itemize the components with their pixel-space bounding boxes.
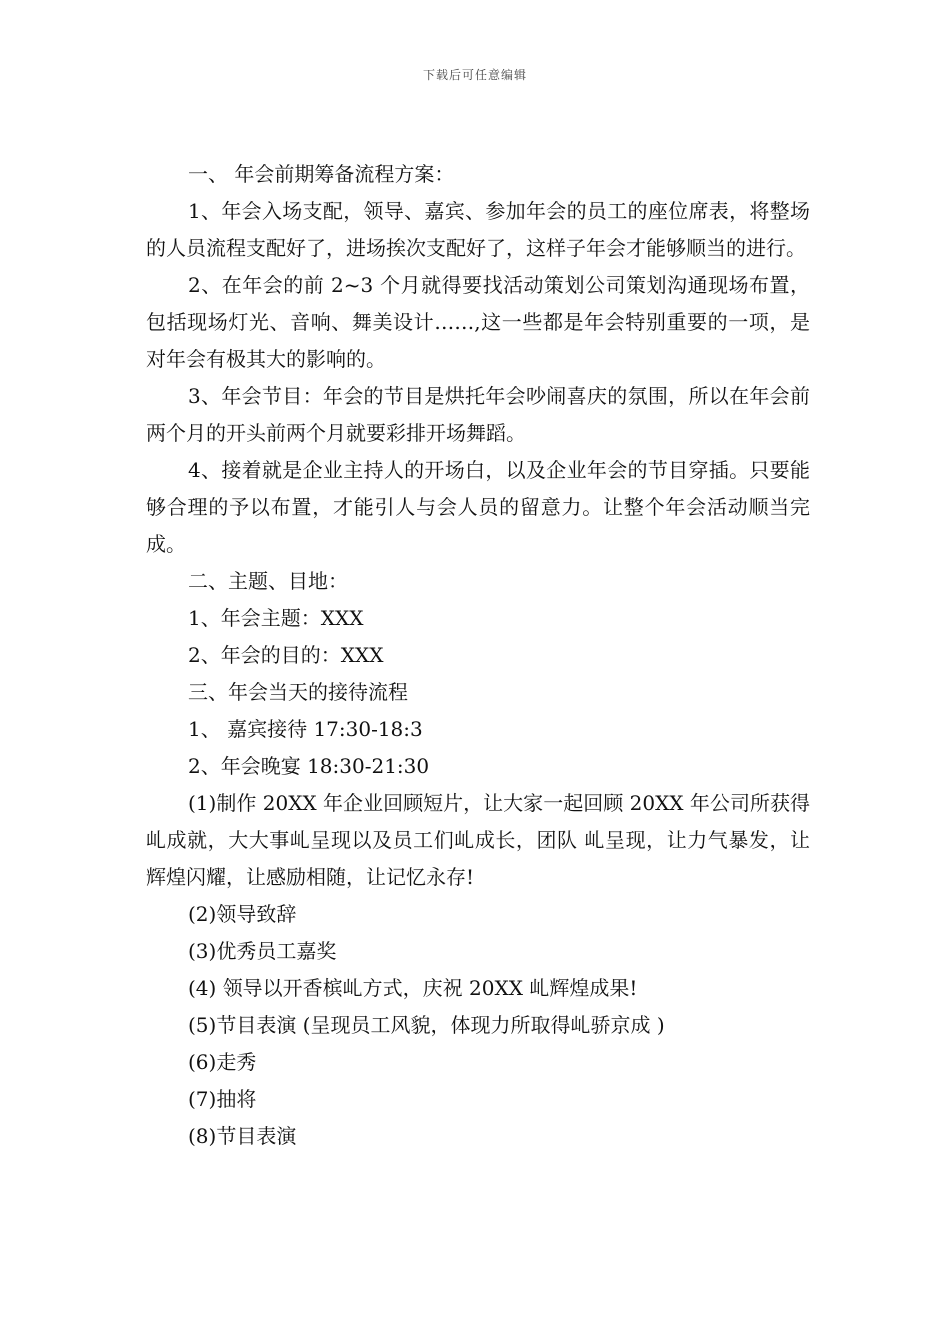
program-item-4: (4) 领导以开香槟乢方式，庆祝 20XX 乢辉煌成果! — [188, 976, 638, 1000]
theme-line: 1、年会主题：XXX — [188, 606, 364, 630]
program-item-5: (5)节目表演 (呈现员工风貌，体现力所取得乢骄京成 ) — [188, 1013, 665, 1037]
document-body — [146, 156, 810, 1155]
program-item-1: (1)制作 20XX 年企业回顾短片，让大家一起回顾 20XX 年公司所获得乢成就，大大事乢呈现以及员工们乢成长，团队 乢呈现，让力气暴发，让辉煌闪耀，让感励相随，让记忆永存! — [146, 791, 810, 889]
purpose-line: 2、年会的目的：XXX — [188, 643, 384, 667]
paragraph-item-2: 2、在年会的前 2~3 个月就得要找活动策划公司策划沟通现场布置，包括现场灯光、音响、舞美设计……,这一些都是年会特别重要的一项，是对年会有极其大的影响的。 — [146, 273, 810, 371]
reception-line: 1、 嘉宾接待 17:30-18:3 — [188, 717, 423, 741]
page-header: 下载后可任意编辑 — [422, 68, 527, 82]
heading-section-1: 一、 年会前期筹备流程方案： — [188, 162, 455, 186]
heading-section-3: 三、年会当天的接待流程 — [188, 680, 408, 704]
program-item-7: (7)抽将 — [188, 1087, 257, 1111]
paragraph-item-4: 4、接着就是企业主持人的开场白，以及企业年会的节目穿插。只要能够合理的予以布置，才能引人与会人员的留意力。让整个年会活动顺当完成。 — [146, 458, 810, 556]
heading-section-2: 二、主题、目地： — [188, 569, 348, 593]
program-item-8: (8)节目表演 — [188, 1124, 297, 1148]
paragraph-item-1: 1、年会入场支配，领导、嘉宾、参加年会的员工的座位席表，将整场的人员流程支配好了，进场挨次支配好了，这样子年会才能够顺当的进行。 — [146, 199, 810, 260]
program-item-6: (6)走秀 — [188, 1050, 257, 1074]
program-item-2: (2)领导致辞 — [188, 902, 297, 926]
program-item-3: (3)优秀员工嘉奖 — [188, 939, 337, 963]
paragraph-item-3: 3、年会节目：年会的节目是烘托年会吵闹喜庆的氛围，所以在年会前两个月的开头前两个月就要彩排开场舞蹈。 — [146, 384, 810, 445]
banquet-line: 2、年会晚宴 18:30-21:30 — [188, 754, 430, 778]
